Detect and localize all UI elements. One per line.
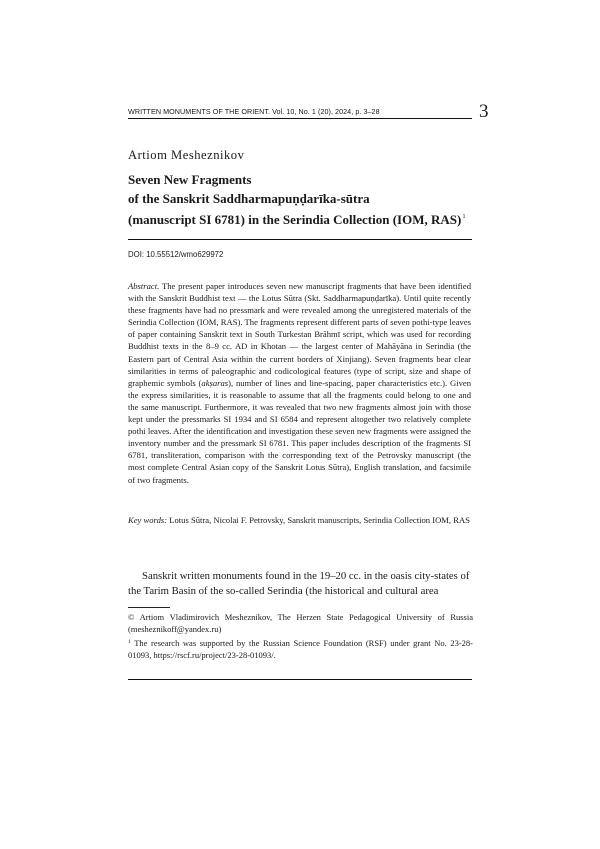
abstract-text: The present paper introduces seven new manuscript fragments that have been identified with the Sanskrit Buddhist text — the Lotus Sūtra (Skt. Saddharmapuṇḍarīka). Until quite recently these fragments have had no pressmark and were revealed among the unregistered materials of the Serindia Collection (IOM, RAS). The fragments represent different parts of seven pothi-type leaves of paper containing Sanskrit text in South Turkestan Brāhmī script, which was used for recording Buddhist texts in the 8–9 cc. AD in Khotan — the largest center of Mahāyāna in Serindia (the Eastern part of Central Asia within the current borders of Xinjiang). Seven fragments bear clear similarities in terms of paleographic and codicological features (type of script, size and shape of graphemic symbols ( xyxy=(128,281,471,388)
footnote-1-text: The research was supported by the Russian Science Foundation (RSF) under grant No. 23-28-01093, https://rscf.ru/project/23-28-01093/. xyxy=(128,638,473,660)
abstract-label: Abstract. xyxy=(128,281,160,291)
keywords xyxy=(128,514,471,526)
footnote-1-mark: 1 xyxy=(128,639,131,645)
title-footnote-mark: 1 xyxy=(462,213,466,220)
bottom-rule xyxy=(128,679,472,680)
title-line-3 xyxy=(128,208,478,230)
article-title xyxy=(128,171,478,230)
author-name: Artiom Mesheznikov xyxy=(128,148,245,162)
abstract xyxy=(128,280,471,486)
page-number: 3 xyxy=(479,101,489,122)
abstract-text-end: ), number of lines and line-spacing, paper characteristics etc.). Given the express similarities, it is reasonable to assume that all the fragments could belong to one and the same manuscript. Furthermore, it was revealed that two new fragments almost join with those kept under the pressmarks SI 1934 and SI 6584 and represent altogether two relatively complete pothi leaves. After the identification and investigation these seven new fragments were assigned the inventory number and the pressmark SI 6781. This paper includes description of the fragments SI 6781, transliteration, comparison with the corresponding text of the Petrovsky manuscript (the most complete Central Asian copy of the Sanskrit Lotus Sūtra), English translation, and facsimile of two fragments. xyxy=(128,377,471,485)
header-rule xyxy=(128,118,472,119)
title-line-3-text: (manuscript SI 6781) in the Serindia Collection (IOM, RAS) xyxy=(128,212,462,227)
footnote-1 xyxy=(128,637,473,661)
title-line-2: of the Sanskrit Saddharmapuṇḍarīka-sūtra xyxy=(128,190,370,206)
title-line-1: Seven New Fragments xyxy=(128,172,252,187)
footnote-copyright: © Artiom Vladimirovich Mesheznikov, The Herzen State Pedagogical University of Russia (mesheznikoff@yandex.ru) xyxy=(128,612,473,634)
title-rule xyxy=(128,239,472,240)
doi[interactable]: DOI: 10.55512/wmo629972 xyxy=(128,250,224,259)
abstract-aksaras: akṣaras xyxy=(201,377,229,388)
keywords-text: Lotus Sūtra, Nicolai F. Petrovsky, Sanskrit manuscripts, Serindia Collection IOM, RAS xyxy=(167,515,470,525)
intro-paragraph: Sanskrit written monuments found in the 19–20 cc. in the oasis city-states of the Tarim Basin of the so-called Serindia (the historical and cultural area xyxy=(128,570,470,598)
journal-header: WRITTEN MONUMENTS OF THE ORIENT. Vol. 10, No. 1 (20), 2024, p. 3–28 xyxy=(128,107,380,116)
keywords-label: Key words: xyxy=(128,515,168,525)
footnote-rule xyxy=(128,607,170,608)
